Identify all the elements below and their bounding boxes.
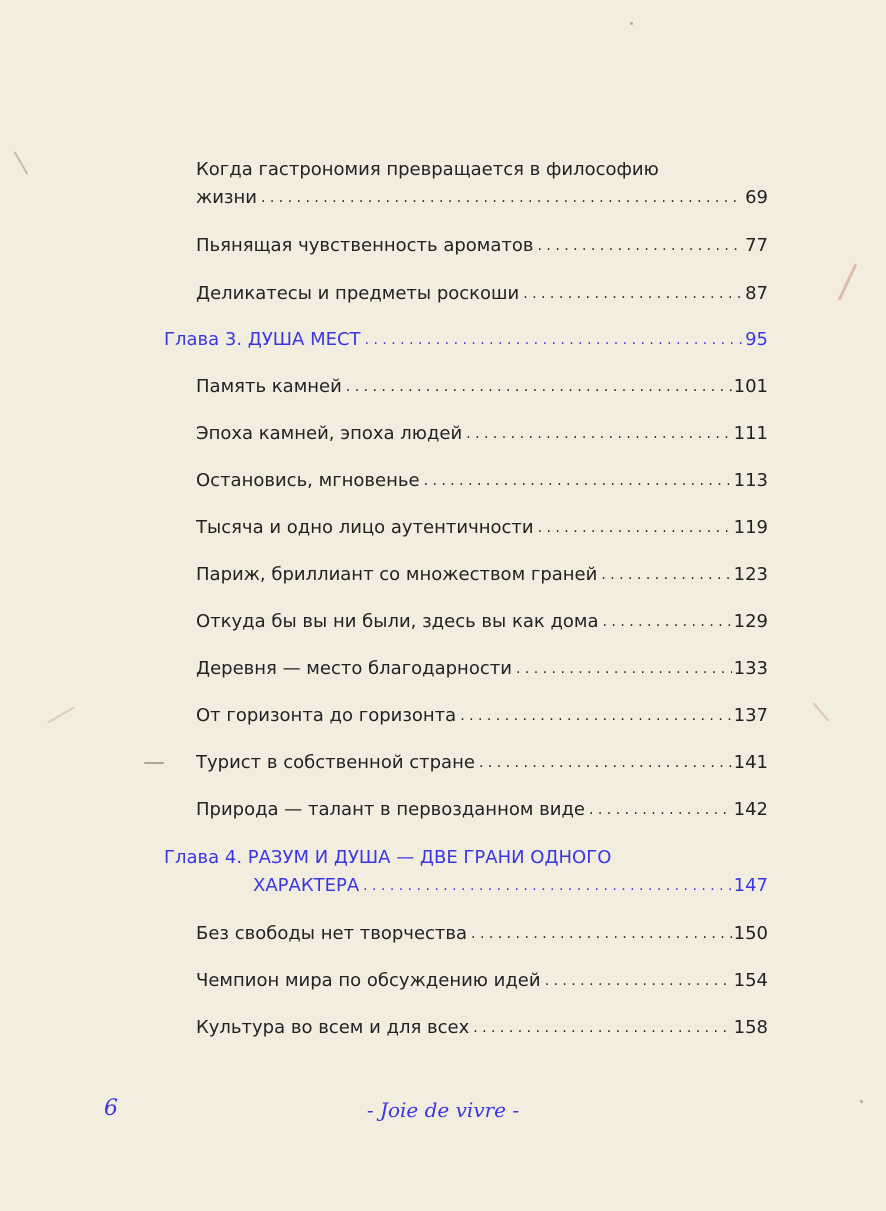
toc-entry-title: Без свободы нет творчества [196, 923, 468, 944]
toc-page-number: 147 [733, 875, 768, 896]
toc-page-number: 154 [733, 970, 768, 991]
toc-page-number: 137 [733, 705, 768, 726]
toc-page-number: 158 [733, 1017, 768, 1038]
toc-entry[interactable] [196, 156, 768, 212]
toc-entry-title: Откуда бы вы ни были, здесь вы как дома [196, 611, 599, 632]
toc-chapter-entry[interactable] [164, 326, 768, 354]
toc-page-number: 133 [733, 658, 768, 679]
dot-leader [471, 920, 732, 948]
toc-entry-title: Деликатесы и предметы роскоши [196, 283, 520, 304]
dot-leader [603, 608, 732, 636]
toc-entry[interactable] [196, 561, 768, 589]
toc-entry-title: Остановись, мгновенье [196, 470, 420, 491]
toc-chapter-entry[interactable] [164, 844, 768, 900]
dot-leader [601, 561, 731, 589]
toc-entry-title: Эпоха камней, эпоха людей [196, 423, 463, 444]
toc-entry-title: Природа — талант в первозданном виде [196, 799, 585, 820]
dot-leader [545, 967, 732, 995]
dot-leader [589, 796, 732, 824]
dot-leader [261, 184, 743, 212]
toc-entry[interactable] [196, 702, 768, 730]
dot-leader [460, 702, 731, 730]
toc-entry-title: Париж, бриллиант со множеством граней [196, 564, 598, 585]
toc-entry[interactable] [196, 655, 768, 683]
toc-entry-title: От горизонта до горизонта [196, 705, 457, 726]
dot-leader [466, 420, 731, 448]
toc-page-number: 150 [733, 923, 768, 944]
toc-page-number: 141 [733, 752, 768, 773]
dot-leader [363, 872, 732, 900]
dot-leader [479, 749, 732, 777]
toc-entry[interactable] [196, 608, 768, 636]
dot-leader [516, 655, 732, 683]
toc-entry-title: Деревня — место благодарности [196, 658, 512, 679]
toc-page-number: 113 [733, 470, 768, 491]
toc-entry-title: жизни [196, 187, 257, 208]
page-number: 6 [104, 1096, 118, 1121]
toc-entry[interactable] [196, 467, 768, 495]
toc-page-number: 101 [733, 376, 768, 397]
toc-entry[interactable] [196, 514, 768, 542]
dot-leader [538, 514, 732, 542]
dot-leader [365, 326, 744, 354]
toc-entry-title: Пьянящая чувственность ароматов [196, 235, 534, 256]
toc-entry-title: Культура во всем и для всех [196, 1017, 470, 1038]
toc-page-number: 69 [745, 187, 768, 208]
toc-entry[interactable] [196, 232, 768, 260]
toc-entry-title: Тысяча и одно лицо аутентичности [196, 517, 534, 538]
toc-page-number: 77 [745, 235, 768, 256]
dot-leader [473, 1014, 731, 1042]
toc-entry-title: Память камней [196, 376, 342, 397]
toc-entry[interactable] [196, 967, 768, 995]
toc-entry-title: Турист в собственной стране [196, 752, 475, 773]
toc-entry[interactable] [196, 373, 768, 401]
toc-chapter-title: ХАРАКТЕРА [253, 875, 360, 896]
dot-leader [523, 280, 743, 308]
toc-page-number: 123 [733, 564, 768, 585]
toc-page-number: 95 [745, 329, 768, 350]
toc-entry[interactable] [196, 280, 768, 308]
dot-leader [538, 232, 744, 260]
toc-page-number: 129 [733, 611, 768, 632]
toc-entry[interactable] [196, 420, 768, 448]
toc-chapter-title: Глава 3. ДУША МЕСТ [164, 329, 361, 350]
dot-leader [424, 467, 732, 495]
toc-entry[interactable] [196, 749, 768, 777]
toc-chapter-title-line: Глава 4. РАЗУМ И ДУША — ДВЕ ГРАНИ ОДНОГО [164, 847, 612, 868]
running-title: - Joie de vivre - [366, 1098, 520, 1122]
toc-entry-title: Чемпион мира по обсуждению идей [196, 970, 541, 991]
toc-page-number: 142 [733, 799, 768, 820]
toc-page-number: 87 [745, 283, 768, 304]
toc-entry[interactable] [196, 920, 768, 948]
toc-page-number: 111 [733, 423, 768, 444]
toc-page-number: 119 [733, 517, 768, 538]
toc-entry[interactable] [196, 796, 768, 824]
toc-entry-title-line: Когда гастрономия превращается в философию [196, 159, 659, 180]
dot-leader [346, 373, 732, 401]
toc-entry[interactable] [196, 1014, 768, 1042]
